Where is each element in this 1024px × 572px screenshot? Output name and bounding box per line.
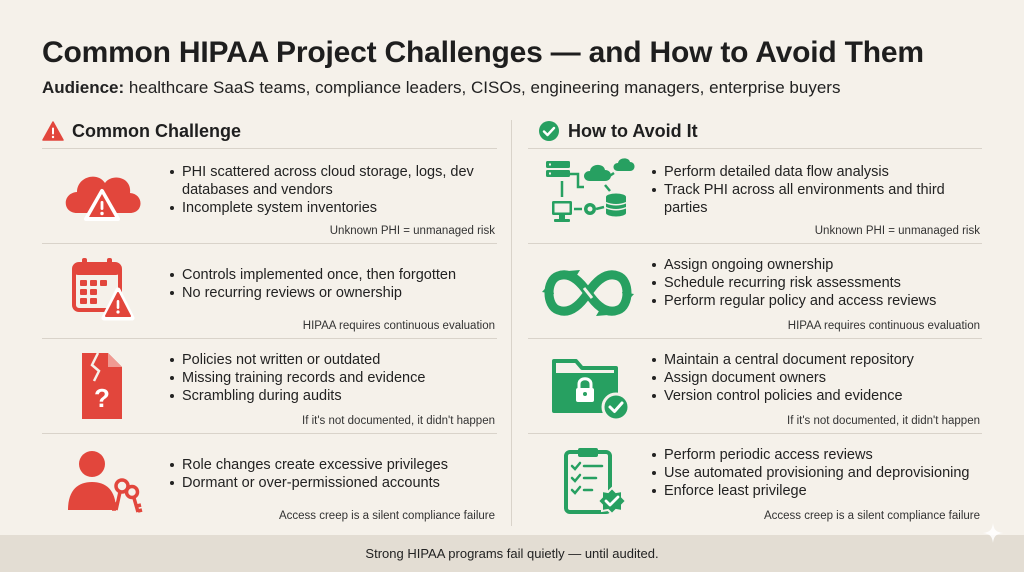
solution-row-3 <box>528 339 982 433</box>
solution-row-4 <box>528 434 982 528</box>
challenge-row-2 <box>42 244 497 338</box>
audience-label: Audience: <box>42 78 125 97</box>
challenge-row-3 <box>42 339 497 433</box>
footer-banner <box>0 535 1024 572</box>
row-note: If it's not documented, it didn't happen <box>787 415 980 427</box>
warning-icon <box>42 121 64 141</box>
column-divider <box>511 120 512 526</box>
audience-text: healthcare SaaS teams, compliance leaders, CISOs, engineering managers, enterprise buyers <box>124 78 841 97</box>
clipboard-checklist-icon <box>538 446 638 516</box>
row-note: Unknown PHI = unmanaged risk <box>329 225 495 237</box>
footer-text: Strong HIPAA programs fail quietly — until audited. <box>365 546 659 561</box>
solution-bullets <box>652 163 982 217</box>
row-note: If it's not documented, it didn't happen <box>302 415 495 427</box>
infinity-cycle-icon <box>538 258 638 328</box>
row-note: Unknown PHI = unmanaged risk <box>814 225 980 237</box>
solution-bullets <box>652 351 982 405</box>
challenge-row-1 <box>42 149 497 243</box>
bullet-item: Assign ongoing ownership <box>652 256 982 274</box>
bullet-item: Track PHI across all environments and third parties <box>652 181 982 217</box>
bullet-item: Maintain a central document repository <box>652 351 982 369</box>
bullet-item: Controls implemented once, then forgotten <box>170 266 490 284</box>
row-note: HIPAA requires continuous evaluation <box>787 320 980 332</box>
challenge-column-header <box>42 120 241 142</box>
challenge-bullets <box>170 351 490 405</box>
row-note: Access creep is a silent compliance failure <box>763 510 980 522</box>
data-flow-icon <box>538 157 638 227</box>
bullet-item: Assign document owners <box>652 369 982 387</box>
solution-bullets <box>652 446 982 500</box>
svg-text:?: ? <box>94 383 110 413</box>
challenge-column-title: Common Challenge <box>72 120 242 141</box>
bullet-item: Perform detailed data flow analysis <box>652 163 982 181</box>
bullet-item: Policies not written or outdated <box>170 351 490 369</box>
bullet-item: Use automated provisioning and deprovisioning <box>652 464 982 482</box>
challenge-bullets <box>170 266 490 302</box>
bullet-item: Dormant or over-permissioned accounts <box>170 474 490 492</box>
bullet-item: Perform regular policy and access reviews <box>652 292 982 310</box>
challenge-bullets <box>170 163 490 217</box>
solution-column-title: How to Avoid It <box>568 120 698 141</box>
bullet-item: No recurring reviews or ownership <box>170 284 490 302</box>
bullet-item: Schedule recurring risk assessments <box>652 274 982 292</box>
sparkle-icon <box>982 522 1004 544</box>
cloud-warning-icon <box>52 161 152 231</box>
bullet-item: Missing training records and evidence <box>170 369 490 387</box>
solution-column-header <box>538 120 698 142</box>
solution-row-2 <box>528 244 982 338</box>
challenge-bullets <box>170 456 490 492</box>
bullet-item: Version control policies and evidence <box>652 387 982 405</box>
bullet-item: PHI scattered across cloud storage, logs, dev databases and vendors <box>170 163 490 199</box>
bullet-item: Incomplete system inventories <box>170 199 490 217</box>
challenge-row-4 <box>42 434 497 528</box>
audience-line <box>42 78 840 98</box>
torn-document-question-icon <box>52 351 152 421</box>
page-title: Common HIPAA Project Challenges — and How to Avoid Them <box>42 36 924 69</box>
locked-folder-check-icon <box>538 351 638 421</box>
bullet-item: Scrambling during audits <box>170 387 490 405</box>
solution-bullets <box>652 256 982 310</box>
bullet-item: Enforce least privilege <box>652 482 982 500</box>
check-circle-icon <box>538 120 560 142</box>
row-note: HIPAA requires continuous evaluation <box>302 320 495 332</box>
calendar-warning-icon <box>52 256 152 326</box>
row-note: Access creep is a silent compliance failure <box>278 510 495 522</box>
bullet-item: Role changes create excessive privileges <box>170 456 490 474</box>
user-keys-icon <box>52 446 152 516</box>
solution-row-1 <box>528 149 982 243</box>
bullet-item: Perform periodic access reviews <box>652 446 982 464</box>
